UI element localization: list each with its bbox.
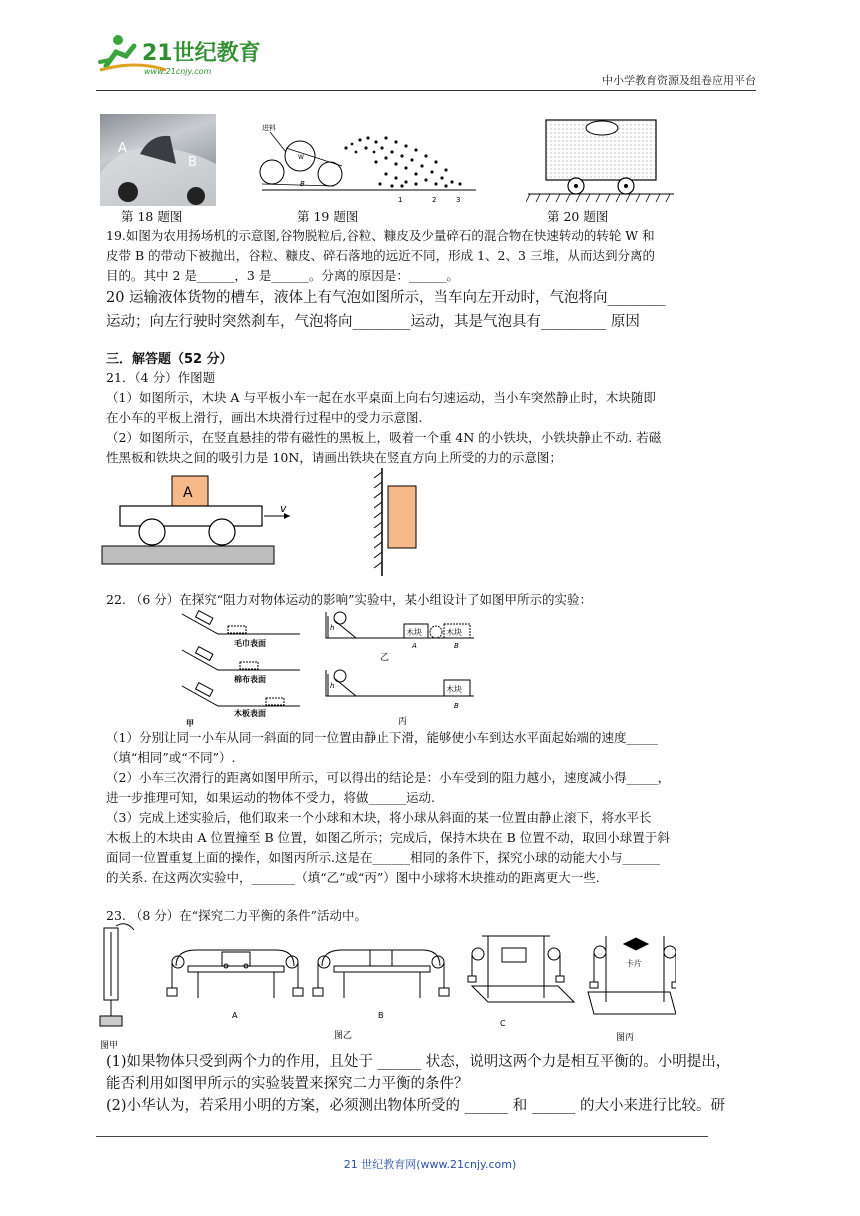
block-a-label: A (183, 485, 193, 501)
label-b: B (378, 1011, 384, 1020)
label-cotton: 棉布表面 (234, 675, 266, 684)
q23-intro: 23. （8 分）在“探究二力平衡的条件”活动中。 (106, 908, 368, 923)
bubble-icon (586, 121, 618, 135)
q21-line-3: 在小车的平板上滑行，画出木块滑行过程中的受力示意图. (106, 410, 423, 425)
fig22-experiment (178, 610, 478, 728)
q23-line-3: (2)小华认为，若采用小明的方案，必须测出物体所受的 ______ 和 ______ 的大小来进行比较。研 (106, 1098, 725, 1114)
q21-line-2: （1）如图所示，木块 A 与平板小车一起在水平桌面上向右匀速运动，当小车突然静止时，木块随即 (106, 390, 656, 405)
q20-line-2: 运动；向左行驶时突然刹车，气泡将向________运动，其是气泡具有_________ 原因 (106, 314, 640, 330)
fig18-photo (100, 114, 216, 206)
header-divider (96, 90, 756, 91)
velocity-label: v (280, 502, 287, 515)
q19-line-2: 皮带 B 的带动下被抛出，谷粒、糠皮、碎石落地的远近不同，形成 1、2、3 三堆，从而达到分离的 (106, 248, 655, 263)
q21-line-4: （2）如图所示，在竖直悬挂的带有磁性的黑板上，吸着一个重 4N 的小铁块，小铁块静止不动. 若磁 (106, 430, 662, 445)
fig19-diagram (256, 118, 480, 208)
fig19-pile-2: 2 (432, 196, 437, 204)
label-block-yi-1: 木块 (406, 628, 422, 637)
label-h-yi: h (330, 624, 335, 632)
platform-name: 中小学教育资源及组卷应用平台 (602, 74, 756, 87)
fig19-feed-label: 进料 (262, 124, 276, 132)
q23-line-2: 能否利用如图甲所示的实验装置来探究二力平衡的条件？ (106, 1076, 469, 1092)
label-bing: 丙 (398, 717, 408, 727)
caption-fig20: 第 20 题图 (547, 209, 609, 224)
label-a: A (232, 1011, 238, 1020)
label-a-yi: A (412, 642, 417, 650)
logo-text: 21世纪教育 (142, 41, 261, 66)
q22-line-6: 木板上的木块由 A 位置撞至 B 位置，如图乙所示；完成后，保持木块在 B 位置不动，取回小球置于斜 (106, 830, 670, 845)
label-b-yi: B (454, 642, 459, 650)
footer-text[interactable]: 21 世纪教育网(www.21cnjy.com) (343, 1158, 517, 1171)
q22-line-3: （2）小车三次滑行的距离如图甲所示，可以得出的结论是：小车受到的阻力越小，速度减小得_____， (106, 770, 671, 785)
label-towel: 毛巾表面 (234, 639, 266, 648)
fig19-b-label: B (300, 180, 305, 188)
logo-url: www.21cnjy.com (144, 67, 212, 76)
q23-line-1: (1)如果物体只受到两个力的作用，且处于 ______ 状态，说明这两个力是相互平衡的。小明提出， (106, 1054, 731, 1070)
q19-line-1: 19.如图为农用扬场机的示意图,谷物脱粒后,谷粒、糠皮及少量碎石的混合物在快速转动的转轮 W 和 (106, 228, 655, 243)
label-fig-bing: 图丙 (616, 1033, 635, 1043)
fig19-pile-3: 3 (456, 196, 461, 204)
q20-line-1: 20 运输液体货物的槽车，液体上有气泡如图所示，当车向左开动时，气泡将向________ (106, 290, 666, 306)
photo-label-b: B (188, 155, 197, 170)
fig20-tank-truck (526, 112, 676, 208)
label-b-bing: B (454, 702, 459, 710)
q22-intro: 22. （6 分）在探究“阻力对物体运动的影响”实验中，某小组设计了如图甲所示的实验： (106, 592, 593, 607)
label-yi: 乙 (380, 653, 390, 663)
q22-line-7: 面同一位置重复上面的操作，如图丙所示.这是在______相同的条件下，探究小球的动能大小与______ (106, 850, 660, 865)
caption-fig18: 第 18 题图 (121, 209, 183, 224)
label-c: C (500, 1019, 506, 1028)
label-wood: 木板表面 (234, 709, 266, 718)
header-logo (96, 30, 266, 80)
label-fig-jia: 图甲 (100, 1041, 119, 1051)
fig21-cart (100, 470, 300, 570)
label-h-bing: h (330, 682, 335, 690)
q22-line-4: 进一步推理可知，如果运动的物体不受力，将做______运动. (106, 790, 435, 805)
fig19-w-label: W (298, 154, 304, 161)
footer-divider (96, 1136, 708, 1137)
logo-runner-icon (96, 30, 266, 80)
fig21-blackboard (368, 466, 438, 578)
caption-fig19: 第 19 题图 (297, 209, 359, 224)
label-card: 卡片 (626, 959, 642, 968)
q19-line-3: 目的。其中 2 是______，3 是______。分离的原因是：______。 (106, 268, 459, 283)
q22-line-1: （1）分别让同一小车从同一斜面的同一位置由静止下滑，能够使小车到达水平面起始端的速度_____ (106, 730, 658, 745)
photo-label-a: A (118, 141, 127, 156)
label-jia: 甲 (186, 719, 194, 728)
section-title: 三．解答题（52 分） (106, 352, 233, 367)
fig19-pile-1: 1 (398, 196, 403, 204)
q22-line-2: （填“相同”或“不同”）. (106, 750, 236, 765)
q22-line-8: 的关系. 在这两次实验中，_______（填“乙”或“丙”）图中小球将木块推动的距离更大一些. (106, 870, 600, 885)
q21-line-5: 性黑板和铁块之间的吸引力是 10N，请画出铁块在竖直方向上所受的力的示意图； (106, 450, 562, 465)
fig23-apparatus (96, 922, 676, 1054)
label-block-yi-2: 木块 (446, 628, 462, 637)
label-fig-yi: 图乙 (334, 1031, 353, 1041)
q22-line-5: （3）完成上述实验后，他们取来一个小球和木块，将小球从斜面的某一位置由静止滚下，将水平长 (106, 810, 652, 825)
q21-line-1: 21．（4 分）作图题 (106, 370, 216, 385)
label-block-bing: 木块 (446, 685, 462, 694)
